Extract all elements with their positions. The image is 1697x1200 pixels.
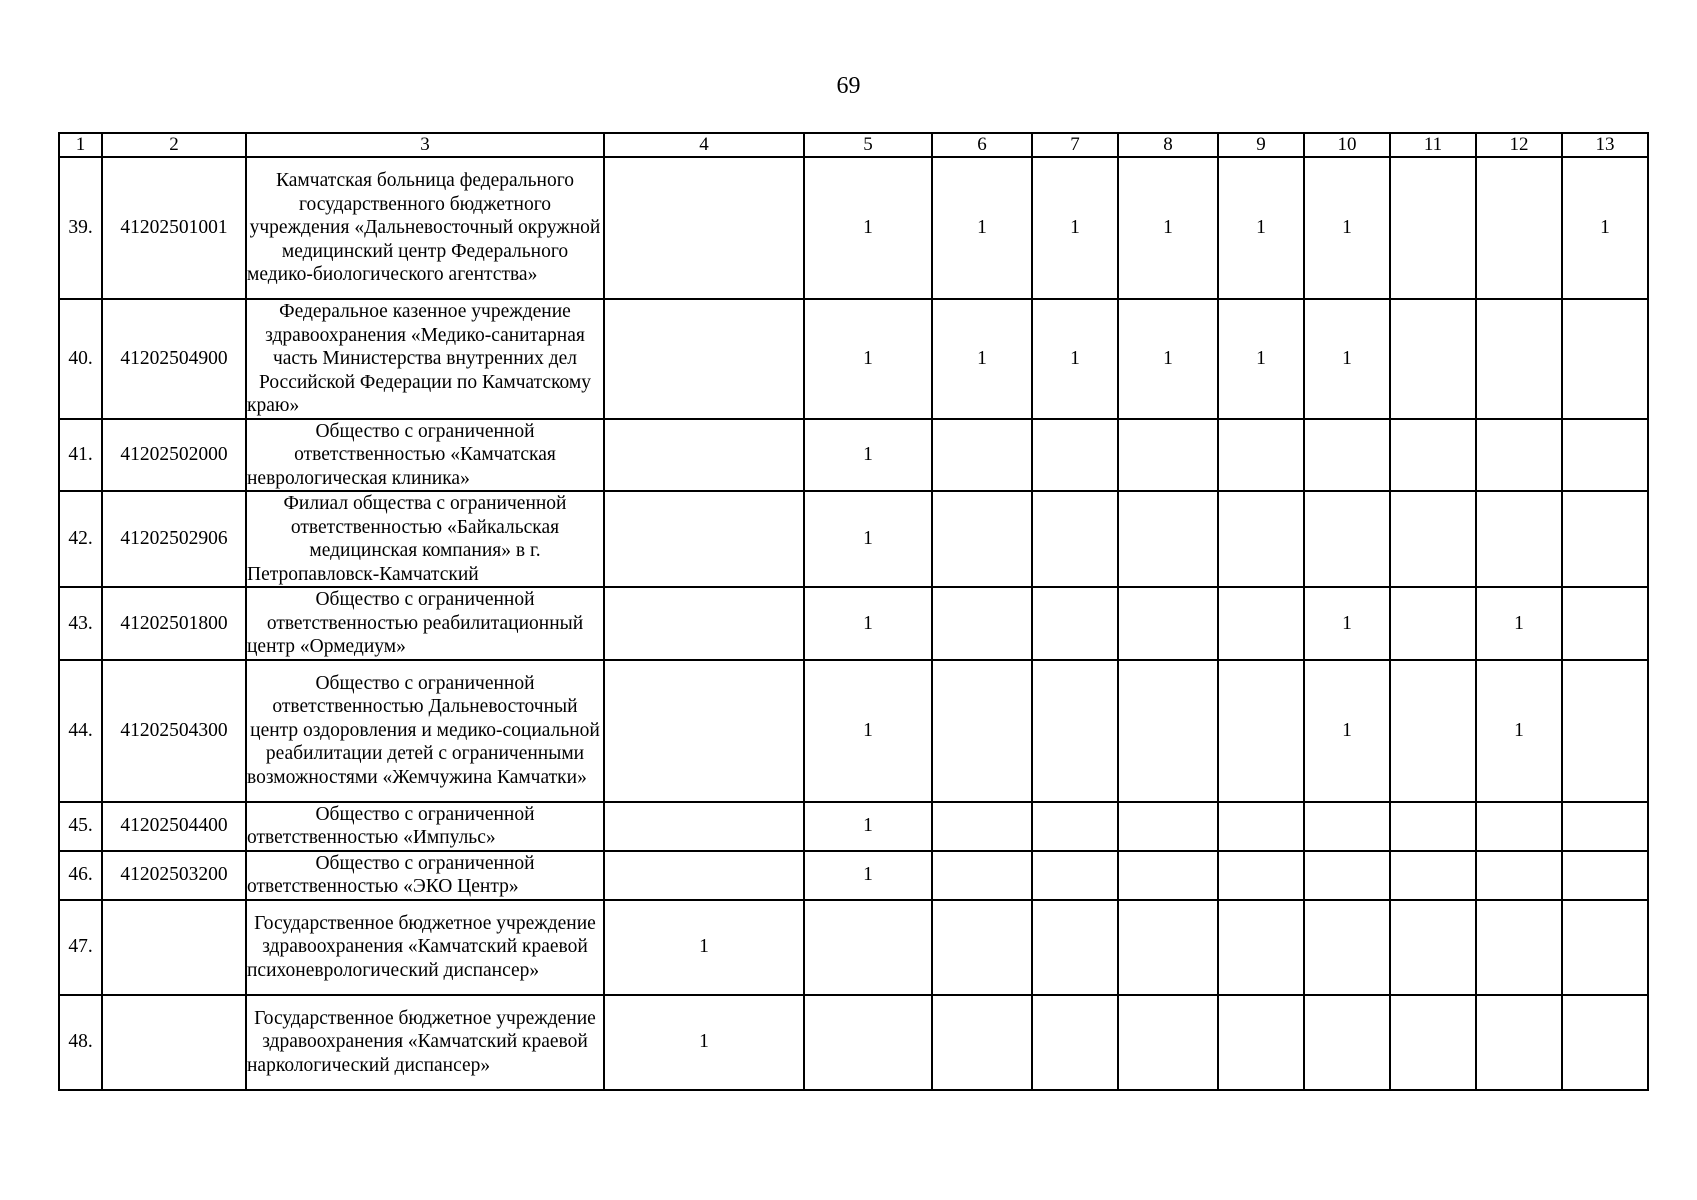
page-number: 69 (836, 73, 861, 99)
cell-col-12 (1476, 995, 1562, 1090)
cell-col-5 (804, 900, 932, 995)
table-row (59, 587, 1648, 660)
cell-col-7: 1 (1032, 299, 1118, 419)
cell-col-13 (1562, 587, 1648, 660)
row-number: 42. (59, 491, 102, 587)
column-header-12: 12 (1476, 133, 1562, 157)
cell-col-7 (1032, 660, 1118, 802)
cell-col-12 (1476, 802, 1562, 851)
cell-col-4 (604, 802, 804, 851)
cell-col-13 (1562, 802, 1648, 851)
cell-col-6 (932, 491, 1032, 587)
cell-col-13 (1562, 419, 1648, 492)
cell-col-11 (1390, 900, 1476, 995)
column-header-6: 6 (932, 133, 1032, 157)
cell-col-11 (1390, 157, 1476, 299)
cell-col-4: 1 (604, 995, 804, 1090)
cell-col-6: 1 (932, 157, 1032, 299)
organization-name: Государственное бюджетное учреждение здравоохранения «Камчатский краевой наркологический диспансер» (246, 995, 604, 1090)
table-row (59, 995, 1648, 1090)
cell-col-9 (1218, 491, 1304, 587)
table-row (59, 491, 1648, 587)
column-header-4: 4 (604, 133, 804, 157)
cell-col-6 (932, 419, 1032, 492)
table-row (59, 802, 1648, 851)
organization-name: Государственное бюджетное учреждение здравоохранения «Камчатский краевой психоневрологический диспансер» (246, 900, 604, 995)
cell-col-8 (1118, 660, 1218, 802)
cell-col-12 (1476, 157, 1562, 299)
organization-name: Общество с ограниченной ответственностью «Импульс» (246, 802, 604, 851)
row-number: 39. (59, 157, 102, 299)
row-number: 40. (59, 299, 102, 419)
table-row (59, 900, 1648, 995)
cell-col-13: 1 (1562, 157, 1648, 299)
cell-col-13 (1562, 995, 1648, 1090)
row-code: 41202504400 (102, 802, 246, 851)
cell-col-7 (1032, 851, 1118, 900)
cell-col-10 (1304, 851, 1390, 900)
row-code: 41202501001 (102, 157, 246, 299)
cell-col-4 (604, 491, 804, 587)
cell-col-9 (1218, 419, 1304, 492)
row-number: 41. (59, 419, 102, 492)
cell-col-5: 1 (804, 419, 932, 492)
cell-col-8: 1 (1118, 157, 1218, 299)
row-number: 48. (59, 995, 102, 1090)
cell-col-12 (1476, 419, 1562, 492)
cell-col-9 (1218, 995, 1304, 1090)
header-row (59, 133, 1648, 157)
column-header-13: 13 (1562, 133, 1648, 157)
cell-col-11 (1390, 995, 1476, 1090)
cell-col-4 (604, 157, 804, 299)
cell-col-8 (1118, 587, 1218, 660)
cell-col-5: 1 (804, 299, 932, 419)
row-number: 45. (59, 802, 102, 851)
cell-col-12 (1476, 851, 1562, 900)
cell-col-11 (1390, 587, 1476, 660)
cell-col-9: 1 (1218, 157, 1304, 299)
column-header-3: 3 (246, 133, 604, 157)
cell-col-13 (1562, 491, 1648, 587)
cell-col-12 (1476, 900, 1562, 995)
cell-col-12: 1 (1476, 587, 1562, 660)
cell-col-7 (1032, 491, 1118, 587)
cell-col-11 (1390, 660, 1476, 802)
data-table (58, 132, 1649, 1091)
cell-col-12: 1 (1476, 660, 1562, 802)
cell-col-5: 1 (804, 660, 932, 802)
column-header-9: 9 (1218, 133, 1304, 157)
cell-col-11 (1390, 491, 1476, 587)
row-code: 41202502906 (102, 491, 246, 587)
cell-col-13 (1562, 900, 1648, 995)
cell-col-11 (1390, 299, 1476, 419)
cell-col-10 (1304, 419, 1390, 492)
cell-col-7 (1032, 995, 1118, 1090)
cell-col-6 (932, 587, 1032, 660)
column-header-7: 7 (1032, 133, 1118, 157)
cell-col-6: 1 (932, 299, 1032, 419)
column-header-5: 5 (804, 133, 932, 157)
cell-col-8: 1 (1118, 299, 1218, 419)
cell-col-12 (1476, 491, 1562, 587)
cell-col-11 (1390, 419, 1476, 492)
row-code: 41202503200 (102, 851, 246, 900)
cell-col-5: 1 (804, 587, 932, 660)
cell-col-8 (1118, 900, 1218, 995)
cell-col-4 (604, 587, 804, 660)
table-row (59, 660, 1648, 802)
organization-name: Филиал общества с ограниченной ответственностью «Байкальская медицинская компания» в г. Петропавловск-Камчатский (246, 491, 604, 587)
cell-col-9: 1 (1218, 299, 1304, 419)
cell-col-8 (1118, 802, 1218, 851)
row-code (102, 900, 246, 995)
column-header-8: 8 (1118, 133, 1218, 157)
cell-col-13 (1562, 299, 1648, 419)
organization-name: Общество с ограниченной ответственностью «ЭКО Центр» (246, 851, 604, 900)
cell-col-8 (1118, 851, 1218, 900)
cell-col-4 (604, 299, 804, 419)
cell-col-10: 1 (1304, 660, 1390, 802)
cell-col-10: 1 (1304, 587, 1390, 660)
cell-col-10: 1 (1304, 157, 1390, 299)
organization-name: Федеральное казенное учреждение здравоохранения «Медико-санитарная часть Министерства внутренних дел Российской Федерации по Камчатскому краю» (246, 299, 604, 419)
cell-col-5: 1 (804, 491, 932, 587)
organization-name: Общество с ограниченной ответственностью реабилитационный центр «Ормедиум» (246, 587, 604, 660)
cell-col-7 (1032, 419, 1118, 492)
cell-col-12 (1476, 299, 1562, 419)
cell-col-9 (1218, 587, 1304, 660)
row-code: 41202502000 (102, 419, 246, 492)
table-row (59, 157, 1648, 299)
cell-col-6 (932, 660, 1032, 802)
cell-col-9 (1218, 851, 1304, 900)
cell-col-10 (1304, 900, 1390, 995)
cell-col-7 (1032, 802, 1118, 851)
cell-col-10 (1304, 802, 1390, 851)
cell-col-6 (932, 995, 1032, 1090)
organization-name: Камчатская больница федерального государственного бюджетного учреждения «Дальневосточный окружной медицинский центр Федерального медико-биологического агентства» (246, 157, 604, 299)
cell-col-13 (1562, 660, 1648, 802)
cell-col-13 (1562, 851, 1648, 900)
cell-col-8 (1118, 419, 1218, 492)
cell-col-5 (804, 995, 932, 1090)
row-number: 44. (59, 660, 102, 802)
row-number: 43. (59, 587, 102, 660)
cell-col-9 (1218, 802, 1304, 851)
cell-col-11 (1390, 802, 1476, 851)
cell-col-4: 1 (604, 900, 804, 995)
cell-col-5: 1 (804, 851, 932, 900)
cell-col-10 (1304, 995, 1390, 1090)
table-row (59, 851, 1648, 900)
row-code: 41202504300 (102, 660, 246, 802)
row-code: 41202504900 (102, 299, 246, 419)
row-code: 41202501800 (102, 587, 246, 660)
cell-col-11 (1390, 851, 1476, 900)
cell-col-8 (1118, 995, 1218, 1090)
cell-col-4 (604, 660, 804, 802)
column-header-1: 1 (59, 133, 102, 157)
column-header-10: 10 (1304, 133, 1390, 157)
cell-col-7 (1032, 900, 1118, 995)
row-code (102, 995, 246, 1090)
organization-name: Общество с ограниченной ответственностью Дальневосточный центр оздоровления и медико-социальной реабилитации детей с ограниченными возможностями «Жемчужина Камчатки» (246, 660, 604, 802)
cell-col-6 (932, 851, 1032, 900)
cell-col-6 (932, 900, 1032, 995)
cell-col-7: 1 (1032, 157, 1118, 299)
row-number: 46. (59, 851, 102, 900)
cell-col-4 (604, 851, 804, 900)
cell-col-5: 1 (804, 802, 932, 851)
table-header (59, 133, 1648, 157)
cell-col-9 (1218, 900, 1304, 995)
column-header-2: 2 (102, 133, 246, 157)
table-body (59, 157, 1648, 1090)
cell-col-7 (1032, 587, 1118, 660)
cell-col-8 (1118, 491, 1218, 587)
column-header-11: 11 (1390, 133, 1476, 157)
cell-col-6 (932, 802, 1032, 851)
row-number: 47. (59, 900, 102, 995)
table-row (59, 419, 1648, 492)
cell-col-10 (1304, 491, 1390, 587)
cell-col-4 (604, 419, 804, 492)
cell-col-5: 1 (804, 157, 932, 299)
table-row (59, 299, 1648, 419)
cell-col-9 (1218, 660, 1304, 802)
cell-col-10: 1 (1304, 299, 1390, 419)
organization-name: Общество с ограниченной ответственностью «Камчатская неврологическая клиника» (246, 419, 604, 492)
